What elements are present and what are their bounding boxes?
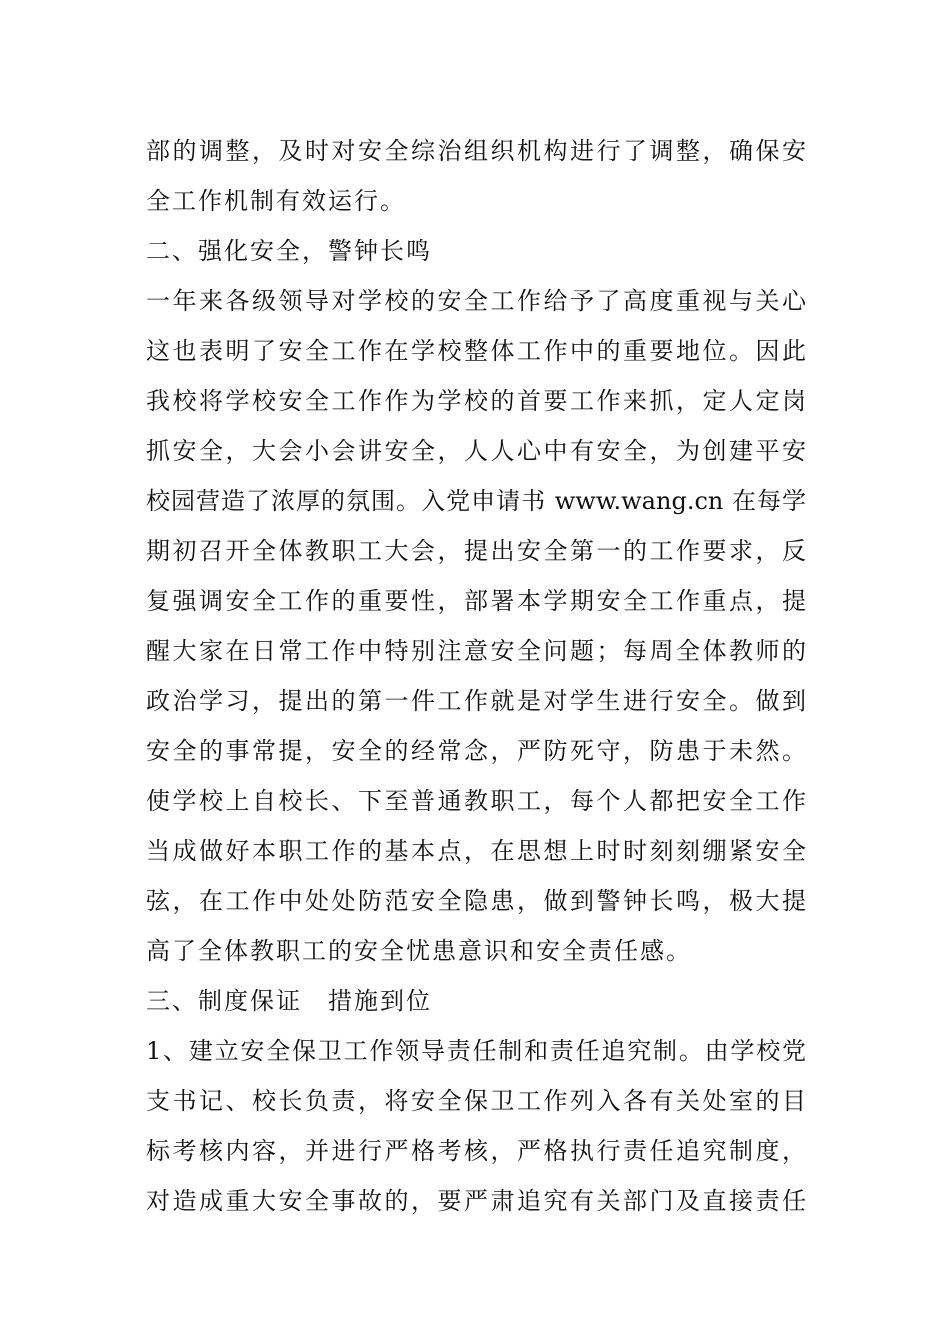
- text-line: 部的调整，及时对安全综治组织机构进行了调整，确保安: [146, 137, 806, 165]
- text-line: 使学校上自校长、下至普通教职工，每个人都把安全工作: [146, 787, 806, 815]
- text-line: 当成做好本职工作的基本点，在思想上时时刻刻绷紧安全: [146, 837, 806, 865]
- text-line: 一年来各级领导对学校的安全工作给予了高度重视与关心: [146, 287, 806, 315]
- text-line: 复强调安全工作的重要性，部署本学期安全工作重点，提: [146, 587, 806, 615]
- text-line: 政治学习，提出的第一件工作就是对学生进行安全。做到: [146, 687, 806, 715]
- text-line: 校园营造了浓厚的氛围。入党申请书 www.wang.cn 在每学: [146, 487, 806, 515]
- text-line: 1、建立安全保卫工作领导责任制和责任追究制。由学校党: [146, 1037, 806, 1065]
- text-line: 这也表明了安全工作在学校整体工作中的重要地位。因此: [146, 337, 806, 365]
- text-line: 安全的事常提，安全的经常念，严防死守，防患于未然。: [146, 737, 806, 765]
- text-line: 醒大家在日常工作中特别注意安全问题；每周全体教师的: [146, 637, 806, 665]
- text-line: 三、制度保证 措施到位: [146, 987, 432, 1015]
- text-line: 二、强化安全，警钟长鸣: [146, 237, 432, 265]
- text-line: 期初召开全体教职工大会，提出安全第一的工作要求，反: [146, 537, 806, 565]
- text-line: 抓安全，大会小会讲安全，人人心中有安全，为创建平安: [146, 437, 806, 465]
- text-line: 高了全体教职工的安全忧患意识和安全责任感。: [146, 937, 692, 965]
- text-line: 弦，在工作中处处防范安全隐患，做到警钟长鸣，极大提: [146, 887, 806, 915]
- text-line: 标考核内容，并进行严格考核，严格执行责任追究制度，: [146, 1137, 806, 1165]
- document-body: [146, 126, 806, 1226]
- text-line: 全工作机制有效运行。: [146, 187, 406, 215]
- text-line: 支书记、校长负责，将安全保卫工作列入各有关处室的目: [146, 1087, 806, 1115]
- text-line: 我校将学校安全工作作为学校的首要工作来抓，定人定岗: [146, 387, 806, 415]
- text-line: 对造成重大安全事故的，要严肃追究有关部门及直接责任: [146, 1187, 806, 1215]
